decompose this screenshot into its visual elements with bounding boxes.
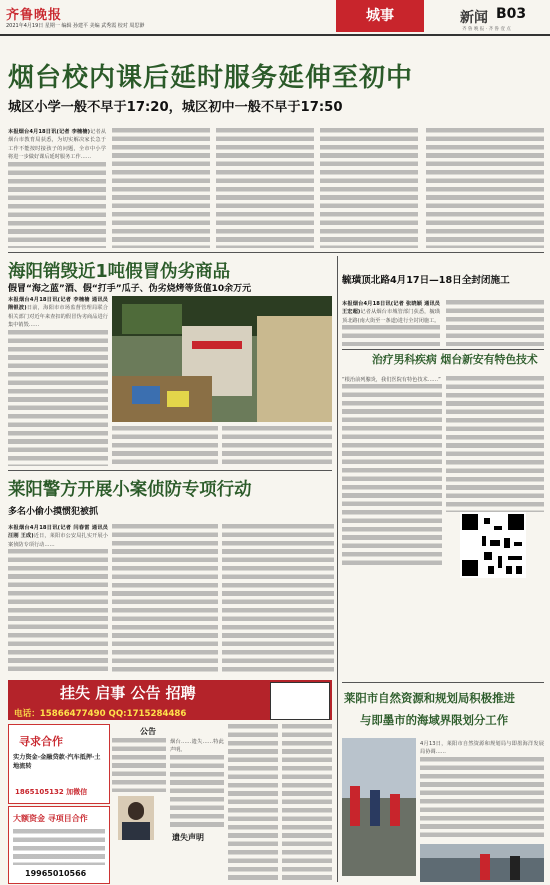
story6-body: 4月13日，莱阳市自然资源和规划局与即墨海洋发展局协调…… [420,741,544,756]
page-number: B03 [496,6,527,22]
lead-bottom-rule [8,252,544,253]
story2-byline: 本报烟台4月18日讯(记者 李楠楠 通讯员 隋银波) [8,297,108,312]
story6-headline-line1: 莱阳市自然资源和规划局积极推进 [344,691,515,705]
story2-column-1 [8,296,108,466]
story2-photo [112,296,332,422]
ad-loan-text [13,829,105,865]
story5-column-1 [8,524,108,674]
notice-text-3 [228,724,278,882]
notice-text-1 [112,738,166,792]
story5-byline: 本报烟台4月18日讯(记者 闫春雷 通讯员 汪刚 王成) [8,525,108,540]
notice-text-2 [170,738,224,828]
masthead-logo: 齐鲁晚报 [6,8,63,23]
lead-subhead: 城区小学一般不早于17:20，城区初中一般不早于17:50 [8,100,343,115]
story3-column-2 [446,300,544,346]
lost-body: 烟台……遗失……特此声明。 [170,739,224,754]
date-line: 2021年4月19日 星期一 编辑 孙建平 美编 武秀霞 校对 周思渺 [6,23,145,29]
ad-find-phone: 1865105132 加微信 [15,788,88,796]
lead-byline: 本报烟台4月18日讯(记者 李楠楠) [8,129,90,135]
story5-top-rule [8,470,332,471]
story3-headline: 毓璜顶北路4月17日—18日全封闭施工 [342,275,510,286]
lead-column-1 [8,128,106,248]
ads-banner [8,680,332,720]
section-badge: 城事 [336,0,424,32]
story6-photo-2 [420,844,544,882]
ad-large-funds [8,806,110,884]
ads-banner-phone: 电话：15866477490 QQ:1715284486 [14,709,187,719]
lead-column-5 [426,128,544,248]
story5-subhead: 多名小偷小摸惯犯被抓 [8,507,99,517]
ad-find-body: 实力资金·金融贷款·汽车抵押·土地流转 [13,754,101,770]
lead-headline: 烟台校内课后延时服务延伸至初中 [8,63,414,93]
story5-headline: 莱阳警方开展小案侦防专项行动 [8,480,252,500]
ads-banner-title: 挂失 启事 公告 招聘 [60,684,196,702]
story6-headline-line2: 与即墨市的海域界限划分工作 [360,713,509,727]
ad-find-cooperation [8,724,110,804]
story5-column-3 [222,524,334,674]
story2-column-3 [222,426,332,466]
story4-body: “根治前列腺炎，我们医院有特色技术……” [342,377,441,383]
notice-portrait [118,796,154,840]
story2-headline: 海阳销毁近1吨假冒伪劣商品 [8,262,231,282]
lead-body: 记者从烟台市教育局获悉，为切实解决家长急于工作不能按时接孩子的问题，全市中小学将进一步做好课后延时服务工作…… [8,129,106,161]
section-name: 新闻 [460,10,488,26]
header-subnote: 齐 鲁 晚 报 · 齐 鲁 壹 点 [462,27,511,32]
story2-column-2 [112,426,218,466]
lead-column-2 [112,128,210,248]
header-rule [0,34,550,36]
story5-body: 近日，莱阳市公安局扎实开展小案侦防专项行动…… [8,533,108,548]
story4-column-2 [446,376,544,512]
lost-title: 遗失声明 [172,833,204,842]
lead-column-3 [216,128,314,248]
lead-column-4 [320,128,418,248]
story2-body: 日前，海阳市市场监督管理局联合相关部门对近年来查扣的假冒伪劣商品进行集中销毁…… [8,305,108,329]
story3-column-1 [342,300,440,346]
story3-byline: 本报烟台4月18日讯(记者 张晓颖 通讯员 王宏超) [342,301,440,316]
vertical-divider-right [337,256,338,882]
ads-badge [270,682,330,720]
story6-column-1 [420,740,544,840]
story5-column-2 [112,524,218,674]
story4-headline: 治疗男科疾病 烟台新安有特色技术 [372,353,538,366]
ad-find-title: 寻求合作 [19,735,63,748]
story4-bottom-rule [342,682,544,683]
story2-subhead: 假冒“海之蓝”酒、假“打手”瓜子、伪劣烧烤等货值10余万元 [8,284,252,294]
qr-code-icon [460,512,526,578]
ad-loan-title: 大额资金 寻项目合作 [13,814,88,823]
story3-rule [342,349,544,350]
story6-photo [342,738,416,876]
notice-title: 公告 [140,727,156,736]
notice-text-4 [282,724,332,882]
story4-column-1 [342,376,442,566]
ad-loan-phone: 19965010566 [25,869,87,878]
story3-body: 记者从烟台市城管部门获悉，毓璜顶北路(南大街至一条道)进行全封闭施工。 [342,309,440,324]
